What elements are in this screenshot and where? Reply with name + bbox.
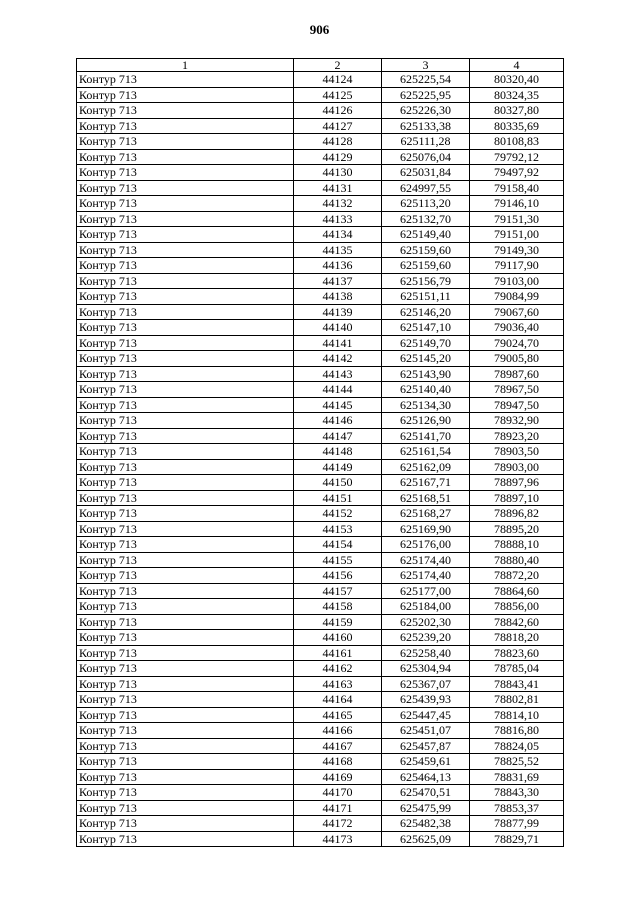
y-coordinate-cell: 79497,92 [470, 165, 564, 181]
point-number-cell: 44138 [294, 289, 382, 305]
contour-cell: Контур 713 [77, 661, 294, 677]
column-header-1: 1 [77, 59, 294, 72]
table-row [77, 475, 564, 491]
table-row [77, 692, 564, 708]
contour-cell: Контур 713 [77, 630, 294, 646]
point-number-cell: 44133 [294, 211, 382, 227]
x-coordinate-cell: 625457,87 [382, 738, 470, 754]
y-coordinate-cell: 78823,60 [470, 645, 564, 661]
column-header-2: 2 [294, 59, 382, 72]
table-row [77, 459, 564, 475]
y-coordinate-cell: 78967,50 [470, 382, 564, 398]
y-coordinate-cell: 78856,00 [470, 599, 564, 615]
contour-cell: Контур 713 [77, 273, 294, 289]
point-number-cell: 44157 [294, 583, 382, 599]
y-coordinate-cell: 79084,99 [470, 289, 564, 305]
table-row [77, 351, 564, 367]
y-coordinate-cell: 80108,83 [470, 134, 564, 150]
point-number-cell: 44166 [294, 723, 382, 739]
table-row [77, 211, 564, 227]
table-row [77, 614, 564, 630]
x-coordinate-cell: 625147,10 [382, 320, 470, 336]
contour-cell: Контур 713 [77, 645, 294, 661]
contour-cell: Контур 713 [77, 769, 294, 785]
contour-cell: Контур 713 [77, 521, 294, 537]
y-coordinate-cell: 79067,60 [470, 304, 564, 320]
point-number-cell: 44126 [294, 103, 382, 119]
x-coordinate-cell: 625159,60 [382, 242, 470, 258]
point-number-cell: 44164 [294, 692, 382, 708]
x-coordinate-cell: 625149,70 [382, 335, 470, 351]
contour-cell: Контур 713 [77, 382, 294, 398]
table-row [77, 599, 564, 615]
x-coordinate-cell: 625470,51 [382, 785, 470, 801]
column-header-4: 4 [470, 59, 564, 72]
contour-cell: Контур 713 [77, 211, 294, 227]
contour-cell: Контур 713 [77, 459, 294, 475]
y-coordinate-cell: 79158,40 [470, 180, 564, 196]
table-row [77, 661, 564, 677]
table-row [77, 428, 564, 444]
y-coordinate-cell: 79103,00 [470, 273, 564, 289]
y-coordinate-cell: 78842,60 [470, 614, 564, 630]
table-row [77, 273, 564, 289]
contour-cell: Контур 713 [77, 537, 294, 553]
contour-cell: Контур 713 [77, 304, 294, 320]
contour-cell: Контур 713 [77, 103, 294, 119]
y-coordinate-cell: 79005,80 [470, 351, 564, 367]
table-header-row [77, 59, 564, 72]
contour-cell: Контур 713 [77, 599, 294, 615]
x-coordinate-cell: 625151,11 [382, 289, 470, 305]
table-row [77, 87, 564, 103]
point-number-cell: 44170 [294, 785, 382, 801]
point-number-cell: 44140 [294, 320, 382, 336]
point-number-cell: 44124 [294, 72, 382, 88]
contour-cell: Контур 713 [77, 707, 294, 723]
point-number-cell: 44143 [294, 366, 382, 382]
contour-cell: Контур 713 [77, 242, 294, 258]
page-number: 906 [309, 22, 330, 37]
point-number-cell: 44144 [294, 382, 382, 398]
x-coordinate-cell: 625177,00 [382, 583, 470, 599]
contour-cell: Контур 713 [77, 320, 294, 336]
point-number-cell: 44147 [294, 428, 382, 444]
y-coordinate-cell: 78843,30 [470, 785, 564, 801]
x-coordinate-cell: 625159,60 [382, 258, 470, 274]
y-coordinate-cell: 79151,00 [470, 227, 564, 243]
point-number-cell: 44158 [294, 599, 382, 615]
x-coordinate-cell: 625202,30 [382, 614, 470, 630]
point-number-cell: 44131 [294, 180, 382, 196]
x-coordinate-cell: 625625,09 [382, 831, 470, 847]
table-row [77, 738, 564, 754]
x-coordinate-cell: 625149,40 [382, 227, 470, 243]
x-coordinate-cell: 625141,70 [382, 428, 470, 444]
contour-cell: Контур 713 [77, 366, 294, 382]
table-row [77, 366, 564, 382]
x-coordinate-cell: 625076,04 [382, 149, 470, 165]
point-number-cell: 44125 [294, 87, 382, 103]
y-coordinate-cell: 78897,96 [470, 475, 564, 491]
point-number-cell: 44171 [294, 800, 382, 816]
point-number-cell: 44128 [294, 134, 382, 150]
table-row [77, 444, 564, 460]
table-row [77, 754, 564, 770]
contour-cell: Контур 713 [77, 738, 294, 754]
column-header-3: 3 [382, 59, 470, 72]
x-coordinate-cell: 625174,40 [382, 568, 470, 584]
contour-cell: Контур 713 [77, 754, 294, 770]
y-coordinate-cell: 79149,30 [470, 242, 564, 258]
table-row [77, 382, 564, 398]
table-row [77, 800, 564, 816]
y-coordinate-cell: 78864,60 [470, 583, 564, 599]
point-number-cell: 44153 [294, 521, 382, 537]
point-number-cell: 44154 [294, 537, 382, 553]
y-coordinate-cell: 78895,20 [470, 521, 564, 537]
table-row [77, 413, 564, 429]
y-coordinate-cell: 79036,40 [470, 320, 564, 336]
y-coordinate-cell: 78877,99 [470, 816, 564, 832]
x-coordinate-cell: 625367,07 [382, 676, 470, 692]
table-row [77, 816, 564, 832]
x-coordinate-cell: 625146,20 [382, 304, 470, 320]
table-row [77, 165, 564, 181]
contour-cell: Контур 713 [77, 413, 294, 429]
y-coordinate-cell: 78843,41 [470, 676, 564, 692]
point-number-cell: 44145 [294, 397, 382, 413]
y-coordinate-cell: 78923,20 [470, 428, 564, 444]
contour-cell: Контур 713 [77, 490, 294, 506]
point-number-cell: 44127 [294, 118, 382, 134]
y-coordinate-cell: 79151,30 [470, 211, 564, 227]
x-coordinate-cell: 625239,20 [382, 630, 470, 646]
table-row [77, 583, 564, 599]
x-coordinate-cell: 625304,94 [382, 661, 470, 677]
point-number-cell: 44130 [294, 165, 382, 181]
contour-cell: Контур 713 [77, 723, 294, 739]
y-coordinate-cell: 80324,35 [470, 87, 564, 103]
x-coordinate-cell: 625184,00 [382, 599, 470, 615]
point-number-cell: 44136 [294, 258, 382, 274]
y-coordinate-cell: 79792,12 [470, 149, 564, 165]
x-coordinate-cell: 625145,20 [382, 351, 470, 367]
contour-cell: Контур 713 [77, 785, 294, 801]
point-number-cell: 44151 [294, 490, 382, 506]
y-coordinate-cell: 78802,81 [470, 692, 564, 708]
x-coordinate-cell: 625169,90 [382, 521, 470, 537]
point-number-cell: 44141 [294, 335, 382, 351]
point-number-cell: 44167 [294, 738, 382, 754]
contour-cell: Контур 713 [77, 800, 294, 816]
table-row [77, 397, 564, 413]
table-row [77, 289, 564, 305]
table-row [77, 196, 564, 212]
x-coordinate-cell: 625134,30 [382, 397, 470, 413]
y-coordinate-cell: 78896,82 [470, 506, 564, 522]
table-row [77, 831, 564, 847]
y-coordinate-cell: 78888,10 [470, 537, 564, 553]
point-number-cell: 44135 [294, 242, 382, 258]
table-row [77, 320, 564, 336]
y-coordinate-cell: 79146,10 [470, 196, 564, 212]
y-coordinate-cell: 78785,04 [470, 661, 564, 677]
x-coordinate-cell: 625031,84 [382, 165, 470, 181]
contour-cell: Контур 713 [77, 831, 294, 847]
table-row [77, 723, 564, 739]
table-row [77, 769, 564, 785]
x-coordinate-cell: 625162,09 [382, 459, 470, 475]
point-number-cell: 44160 [294, 630, 382, 646]
x-coordinate-cell: 625475,99 [382, 800, 470, 816]
contour-cell: Контур 713 [77, 568, 294, 584]
x-coordinate-cell: 625126,90 [382, 413, 470, 429]
table-row [77, 568, 564, 584]
x-coordinate-cell: 625132,70 [382, 211, 470, 227]
table-row [77, 149, 564, 165]
x-coordinate-cell: 625225,54 [382, 72, 470, 88]
x-coordinate-cell: 625143,90 [382, 366, 470, 382]
y-coordinate-cell: 78872,20 [470, 568, 564, 584]
point-number-cell: 44142 [294, 351, 382, 367]
x-coordinate-cell: 625156,79 [382, 273, 470, 289]
contour-cell: Контур 713 [77, 676, 294, 692]
x-coordinate-cell: 625226,30 [382, 103, 470, 119]
y-coordinate-cell: 78853,37 [470, 800, 564, 816]
x-coordinate-cell: 625168,51 [382, 490, 470, 506]
table-row [77, 258, 564, 274]
contour-cell: Контур 713 [77, 583, 294, 599]
x-coordinate-cell: 625161,54 [382, 444, 470, 460]
table-row [77, 242, 564, 258]
x-coordinate-cell: 625167,71 [382, 475, 470, 491]
y-coordinate-cell: 80327,80 [470, 103, 564, 119]
table-row [77, 676, 564, 692]
x-coordinate-cell: 625464,13 [382, 769, 470, 785]
y-coordinate-cell: 78903,00 [470, 459, 564, 475]
contour-cell: Контур 713 [77, 165, 294, 181]
x-coordinate-cell: 625140,40 [382, 382, 470, 398]
y-coordinate-cell: 78816,80 [470, 723, 564, 739]
contour-cell: Контур 713 [77, 289, 294, 305]
y-coordinate-cell: 80320,40 [470, 72, 564, 88]
table-row [77, 521, 564, 537]
point-number-cell: 44172 [294, 816, 382, 832]
y-coordinate-cell: 78903,50 [470, 444, 564, 460]
point-number-cell: 44152 [294, 506, 382, 522]
contour-cell: Контур 713 [77, 428, 294, 444]
point-number-cell: 44137 [294, 273, 382, 289]
point-number-cell: 44163 [294, 676, 382, 692]
contour-cell: Контур 713 [77, 475, 294, 491]
contour-cell: Контур 713 [77, 118, 294, 134]
point-number-cell: 44139 [294, 304, 382, 320]
contour-cell: Контур 713 [77, 335, 294, 351]
y-coordinate-cell: 78932,90 [470, 413, 564, 429]
x-coordinate-cell: 625451,07 [382, 723, 470, 739]
table-row [77, 785, 564, 801]
contour-cell: Контур 713 [77, 351, 294, 367]
point-number-cell: 44173 [294, 831, 382, 847]
point-number-cell: 44150 [294, 475, 382, 491]
point-number-cell: 44148 [294, 444, 382, 460]
table-row [77, 645, 564, 661]
contour-cell: Контур 713 [77, 72, 294, 88]
contour-cell: Контур 713 [77, 397, 294, 413]
contour-cell: Контур 713 [77, 258, 294, 274]
contour-cell: Контур 713 [77, 227, 294, 243]
table-row [77, 335, 564, 351]
y-coordinate-cell: 78824,05 [470, 738, 564, 754]
point-number-cell: 44168 [294, 754, 382, 770]
x-coordinate-cell: 625168,27 [382, 506, 470, 522]
point-number-cell: 44156 [294, 568, 382, 584]
point-number-cell: 44149 [294, 459, 382, 475]
y-coordinate-cell: 78880,40 [470, 552, 564, 568]
table-row [77, 180, 564, 196]
x-coordinate-cell: 624997,55 [382, 180, 470, 196]
table-row [77, 490, 564, 506]
x-coordinate-cell: 625174,40 [382, 552, 470, 568]
x-coordinate-cell: 625258,40 [382, 645, 470, 661]
y-coordinate-cell: 78831,69 [470, 769, 564, 785]
table-row [77, 118, 564, 134]
y-coordinate-cell: 78987,60 [470, 366, 564, 382]
x-coordinate-cell: 625176,00 [382, 537, 470, 553]
table-body [77, 72, 564, 847]
y-coordinate-cell: 78814,10 [470, 707, 564, 723]
y-coordinate-cell: 79024,70 [470, 335, 564, 351]
contour-cell: Контур 713 [77, 196, 294, 212]
table-row [77, 134, 564, 150]
table-row [77, 72, 564, 88]
table-row [77, 227, 564, 243]
point-number-cell: 44165 [294, 707, 382, 723]
contour-cell: Контур 713 [77, 149, 294, 165]
y-coordinate-cell: 80335,69 [470, 118, 564, 134]
contour-cell: Контур 713 [77, 444, 294, 460]
x-coordinate-cell: 625459,61 [382, 754, 470, 770]
point-number-cell: 44159 [294, 614, 382, 630]
point-number-cell: 44134 [294, 227, 382, 243]
table-row [77, 537, 564, 553]
point-number-cell: 44162 [294, 661, 382, 677]
point-number-cell: 44169 [294, 769, 382, 785]
contour-cell: Контур 713 [77, 692, 294, 708]
contour-cell: Контур 713 [77, 506, 294, 522]
table-row [77, 552, 564, 568]
y-coordinate-cell: 78829,71 [470, 831, 564, 847]
point-number-cell: 44155 [294, 552, 382, 568]
contour-cell: Контур 713 [77, 134, 294, 150]
table-row [77, 103, 564, 119]
x-coordinate-cell: 625113,20 [382, 196, 470, 212]
x-coordinate-cell: 625225,95 [382, 87, 470, 103]
y-coordinate-cell: 78947,50 [470, 397, 564, 413]
point-number-cell: 44146 [294, 413, 382, 429]
x-coordinate-cell: 625111,28 [382, 134, 470, 150]
contour-cell: Контур 713 [77, 87, 294, 103]
contour-cell: Контур 713 [77, 552, 294, 568]
contour-cell: Контур 713 [77, 816, 294, 832]
coordinates-table [76, 58, 564, 847]
table-row [77, 506, 564, 522]
table-row [77, 707, 564, 723]
x-coordinate-cell: 625133,38 [382, 118, 470, 134]
y-coordinate-cell: 78897,10 [470, 490, 564, 506]
point-number-cell: 44132 [294, 196, 382, 212]
table-row [77, 630, 564, 646]
x-coordinate-cell: 625447,45 [382, 707, 470, 723]
point-number-cell: 44161 [294, 645, 382, 661]
contour-cell: Контур 713 [77, 180, 294, 196]
y-coordinate-cell: 78818,20 [470, 630, 564, 646]
point-number-cell: 44129 [294, 149, 382, 165]
contour-cell: Контур 713 [77, 614, 294, 630]
x-coordinate-cell: 625439,93 [382, 692, 470, 708]
y-coordinate-cell: 78825,52 [470, 754, 564, 770]
table-row [77, 304, 564, 320]
y-coordinate-cell: 79117,90 [470, 258, 564, 274]
x-coordinate-cell: 625482,38 [382, 816, 470, 832]
